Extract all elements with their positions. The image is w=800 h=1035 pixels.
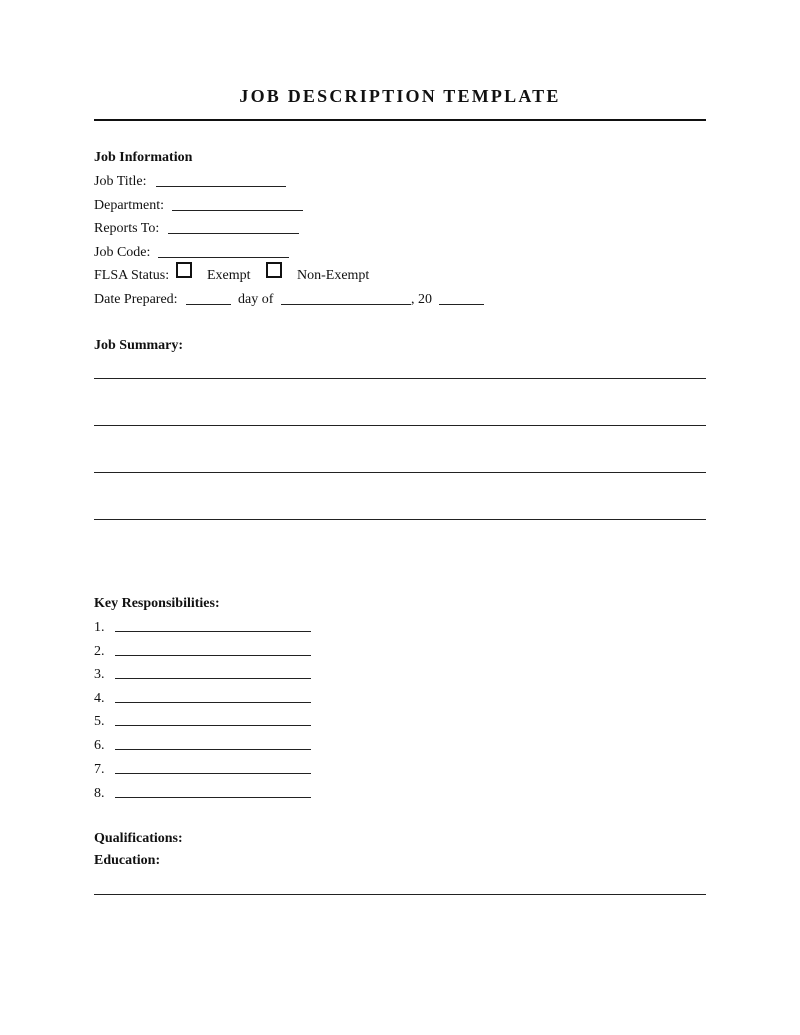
education-line[interactable] (94, 894, 706, 895)
date-prepared-label: Date Prepared: (94, 292, 178, 307)
job-summary-line-2[interactable] (94, 425, 706, 426)
job-title-label: Job Title: (94, 174, 147, 189)
non-exempt-checkbox[interactable] (266, 262, 282, 278)
flsa-status-label: FLSA Status: (94, 268, 170, 283)
responsibility-number: 2. (94, 644, 105, 659)
responsibility-number: 7. (94, 762, 105, 777)
job-code-label: Job Code: (94, 245, 151, 260)
responsibility-number: 1. (94, 620, 105, 635)
reports-to-label: Reports To: (94, 221, 160, 236)
date-year-field[interactable] (439, 304, 484, 305)
department-label: Department: (94, 198, 164, 213)
day-of-text: day of (238, 292, 274, 307)
job-code-field[interactable] (158, 257, 289, 258)
responsibility-field-5[interactable] (115, 725, 311, 726)
responsibility-number: 4. (94, 691, 105, 706)
job-information-heading: Job Information (94, 150, 193, 165)
page-title: JOB DESCRIPTION TEMPLATE (239, 86, 561, 106)
department-field[interactable] (172, 210, 303, 211)
job-summary-line-4[interactable] (94, 519, 706, 520)
responsibility-field-8[interactable] (115, 797, 311, 798)
responsibility-field-1[interactable] (115, 631, 311, 632)
education-heading: Education: (94, 853, 161, 868)
job-summary-line-1[interactable] (94, 378, 706, 379)
responsibility-number: 6. (94, 738, 105, 753)
responsibility-field-3[interactable] (115, 678, 311, 679)
responsibility-number: 3. (94, 667, 105, 682)
qualifications-heading: Qualifications: (94, 831, 183, 846)
reports-to-field[interactable] (168, 233, 299, 234)
responsibility-field-6[interactable] (115, 749, 311, 750)
year-prefix-text: , 20 (411, 292, 432, 307)
non-exempt-label: Non-Exempt (297, 268, 370, 283)
responsibility-field-4[interactable] (115, 702, 311, 703)
job-summary-heading: Job Summary: (94, 338, 184, 353)
date-month-field[interactable] (281, 304, 411, 305)
responsibility-field-2[interactable] (115, 655, 311, 656)
exempt-label: Exempt (207, 268, 251, 283)
title-divider (94, 119, 706, 121)
job-summary-line-3[interactable] (94, 472, 706, 473)
date-day-field[interactable] (186, 304, 231, 305)
responsibility-number: 8. (94, 786, 105, 801)
responsibility-field-7[interactable] (115, 773, 311, 774)
responsibility-number: 5. (94, 714, 105, 729)
job-title-field[interactable] (156, 186, 286, 187)
key-responsibilities-heading: Key Responsibilities: (94, 596, 220, 611)
exempt-checkbox[interactable] (176, 262, 192, 278)
